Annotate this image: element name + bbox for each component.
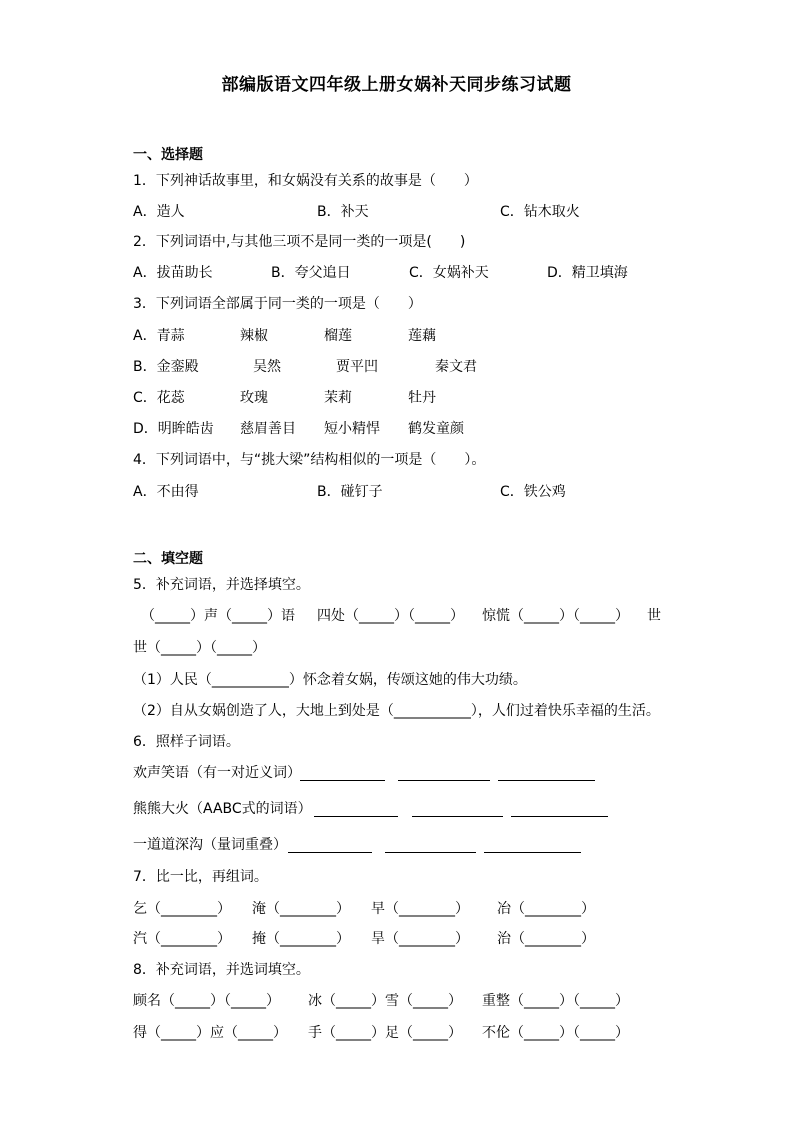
question-2-option-c: C．女娲补天 [409, 265, 489, 281]
page-title: 部编版语文四年级上册女娲补天同步练习试题 [221, 75, 572, 95]
question-6-stem: 6．照样子词语。 [133, 734, 240, 750]
question-5-blank-4-end: 世（_____）（_____） [133, 640, 266, 656]
question-6-example-2: 熊熊大火（AABC式的词语） [133, 801, 312, 817]
question-5-sub-2: （2）自从女娲创造了人，大地上到处是（___________），人们过着快乐幸福的生活。 [133, 703, 660, 719]
question-7-item-5: 汽（________） [133, 931, 231, 947]
question-3-option-b-word4: 秦文君 [435, 359, 477, 375]
question-2-option-d: D．精卫填海 [547, 265, 628, 281]
question-3-option-c-word2: 玫瑰 [240, 390, 268, 406]
answer-line[interactable] [511, 802, 608, 817]
answer-line[interactable] [385, 838, 476, 853]
question-7-item-3: 早（________） [371, 901, 469, 917]
question-2-stem: 2．下列词语中,与其他三项不是同一类的一项是( ) [133, 234, 466, 250]
question-8-stem: 8．补充词语，并选词填空。 [133, 962, 310, 978]
answer-line[interactable] [484, 838, 581, 853]
question-1-option-a: A．造人 [133, 204, 185, 220]
question-3-option-d-word2: 慈眉善目 [240, 421, 296, 437]
question-7-item-4: 冶（________） [497, 901, 595, 917]
question-3-option-d-word4: 鹤发童颜 [408, 421, 464, 437]
question-3-option-c-word4: 牡丹 [408, 390, 436, 406]
answer-line[interactable] [300, 766, 385, 781]
question-8-item-5: 手（_____）足（_____） [308, 1025, 462, 1041]
question-5-blank-4-start: 世 [647, 608, 661, 624]
answer-line[interactable] [288, 838, 372, 853]
question-3-option-b-word3: 贾平凹 [336, 359, 378, 375]
question-8-item-4: 得（_____）应（_____） [133, 1025, 287, 1041]
question-3-option-c-word3: 茉莉 [324, 390, 352, 406]
question-5-blank-3: 惊慌（_____）（_____） [482, 608, 629, 624]
question-7-item-6: 掩（________） [252, 931, 350, 947]
question-3-option-b-word2: 吴然 [253, 359, 281, 375]
question-3-option-a-word4: 莲藕 [408, 328, 436, 344]
question-3-option-a-word1: A．青蒜 [133, 328, 185, 344]
question-4-stem: 4．下列词语中，与“挑大梁”结构相似的一项是（ ）。 [133, 452, 486, 468]
question-8-item-2: 冰（_____）雪（_____） [308, 993, 462, 1009]
question-7-item-2: 淹（________） [252, 901, 350, 917]
question-8-item-1: 顾名（_____）（_____） [133, 993, 280, 1009]
question-7-item-1: 乞（________） [133, 901, 231, 917]
question-7-item-8: 治（________） [497, 931, 595, 947]
answer-line[interactable] [398, 766, 490, 781]
answer-line[interactable] [498, 766, 595, 781]
question-4-option-c: C．铁公鸡 [500, 484, 566, 500]
question-7-stem: 7．比一比，再组词。 [133, 869, 268, 885]
question-5-blank-1: （_____）声（_____）语 [141, 608, 295, 624]
question-3-option-c-word1: C．花蕊 [133, 390, 185, 406]
question-8-item-6: 不伦（_____）（_____） [482, 1025, 629, 1041]
answer-line[interactable] [314, 802, 398, 817]
question-3-stem: 3．下列词语全部属于同一类的一项是（ ） [133, 296, 422, 312]
question-5-sub-1: （1）人民（___________）怀念着女娲，传颂这她的伟大功绩。 [133, 672, 527, 688]
section-heading-choice: 一、选择题 [133, 147, 203, 163]
question-1-option-b: B．补天 [317, 204, 369, 220]
question-3-option-d-word1: D．明眸皓齿 [133, 421, 214, 437]
question-1-option-c: C．钻木取火 [500, 204, 580, 220]
question-2-option-b: B．夸父追日 [271, 265, 351, 281]
question-6-example-3: 一道道深沟（量词重叠） [133, 837, 287, 853]
question-8-item-3: 重整（_____）（_____） [482, 993, 629, 1009]
question-4-option-b: B．碰钉子 [317, 484, 383, 500]
question-4-option-a: A．不由得 [133, 484, 199, 500]
question-7-item-7: 旱（________） [371, 931, 469, 947]
section-heading-fill: 二、填空题 [133, 551, 203, 567]
question-1-stem: 1．下列神话故事里，和女娲没有关系的故事是（ ） [133, 173, 478, 189]
question-2-option-a: A．拔苗助长 [133, 265, 213, 281]
answer-line[interactable] [412, 802, 503, 817]
question-6-example-1: 欢声笑语（有一对近义词） [133, 765, 301, 781]
question-3-option-b-word1: B．金銮殿 [133, 359, 199, 375]
question-3-option-d-word3: 短小精悍 [324, 421, 380, 437]
question-5-blank-2: 四处（_____）（_____） [317, 608, 464, 624]
question-5-stem: 5．补充词语，并选择填空。 [133, 577, 310, 593]
question-3-option-a-word2: 辣椒 [240, 328, 268, 344]
question-3-option-a-word3: 榴莲 [324, 328, 352, 344]
